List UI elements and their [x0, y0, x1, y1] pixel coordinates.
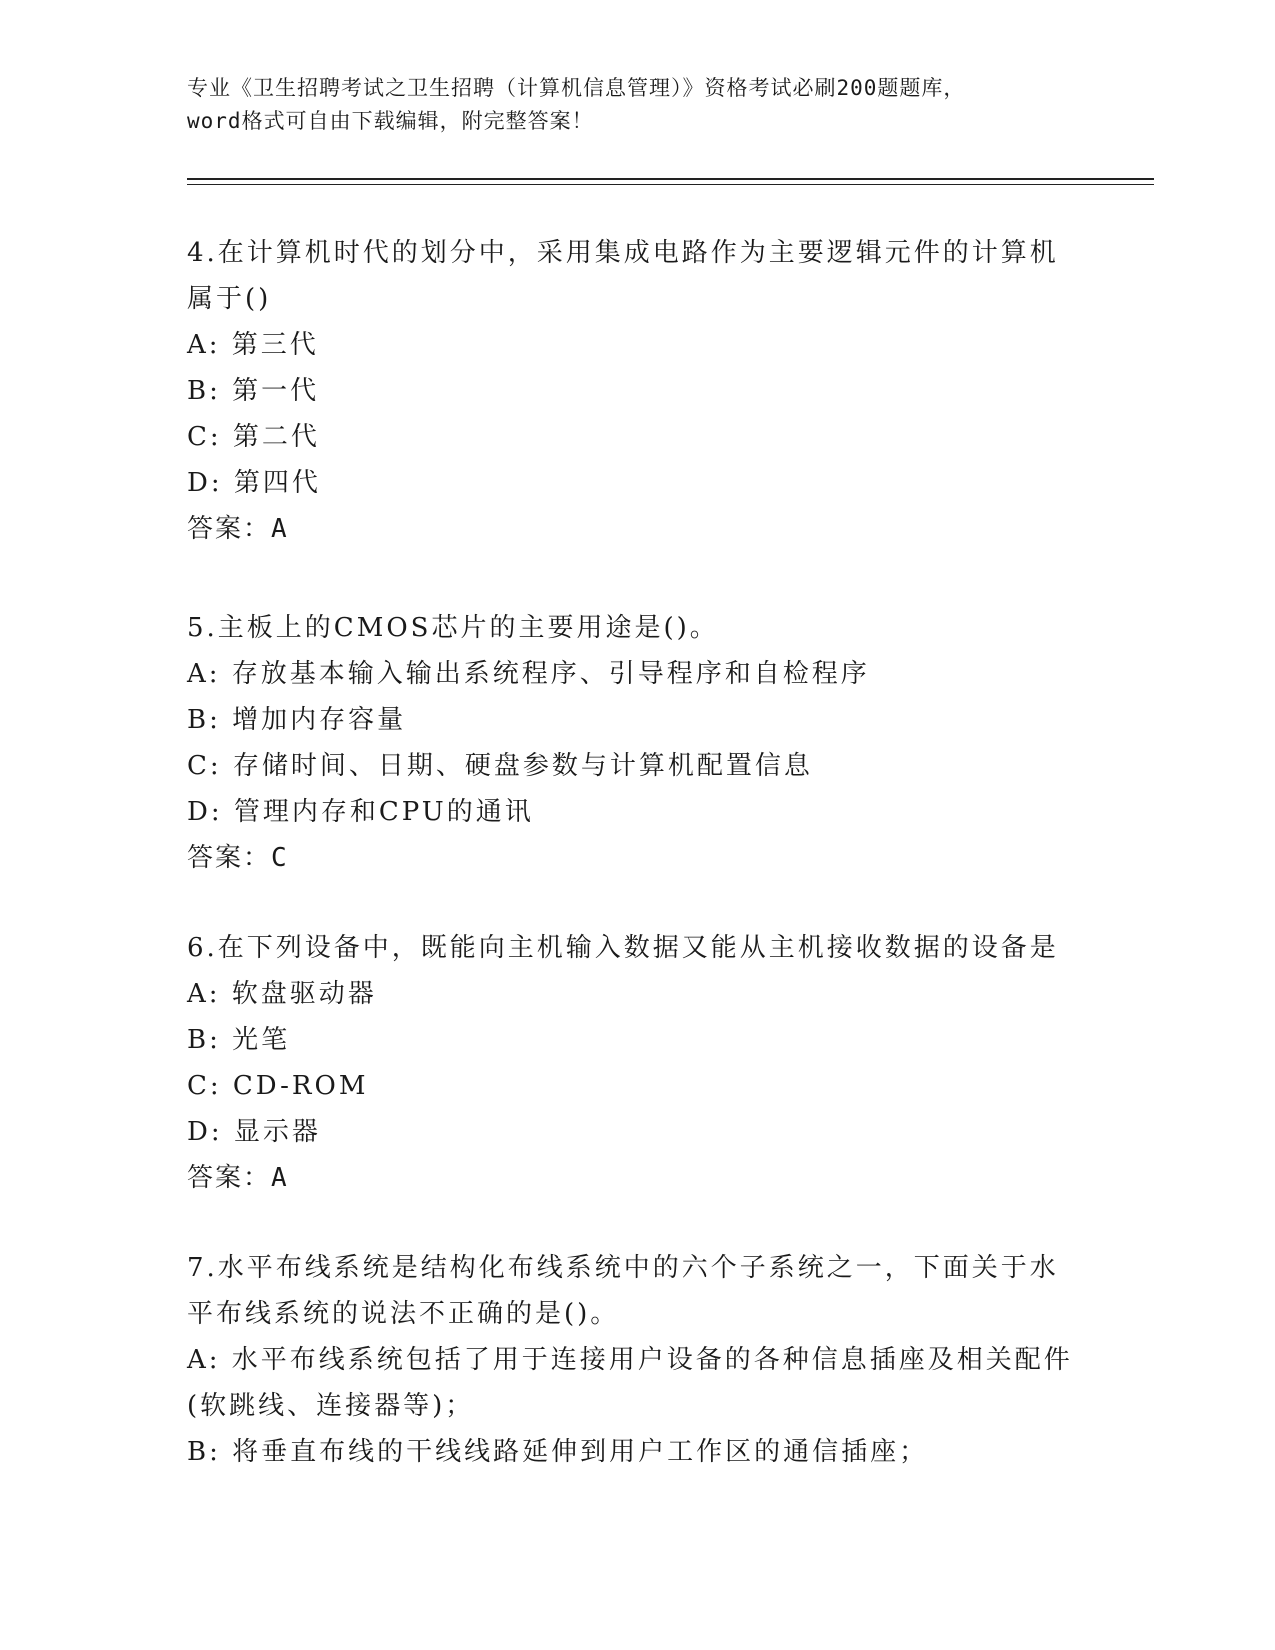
- option-d: D: 管理内存和CPU的通讯: [187, 797, 534, 827]
- answer-label: 答案：: [187, 843, 272, 873]
- question-7: [187, 1245, 1087, 1475]
- option-c: C: CD-ROM: [187, 1071, 369, 1101]
- option-b: B: 增加内存容量: [187, 705, 407, 735]
- question-4: [187, 230, 1087, 552]
- answer-line: [187, 835, 1087, 881]
- option-d: D: 第四代: [187, 468, 321, 498]
- option-a: A: 软盘驱动器: [187, 979, 377, 1009]
- answer-value: C: [271, 843, 289, 873]
- option-a-continued: (软跳线、连接器等)；: [187, 1391, 475, 1421]
- question-stem: 7.水平布线系统是结构化布线系统中的六个子系统之一，下面关于水: [187, 1253, 1059, 1283]
- option-d: D: 显示器: [187, 1117, 321, 1147]
- option-a: A: 第三代: [187, 330, 319, 360]
- header-title-line-1: 专业《卫生招聘考试之卫生招聘（计算机信息管理）》资格考试必刷200题题库，: [187, 76, 966, 100]
- option-b: B: 第一代: [187, 376, 320, 406]
- answer-label: 答案：: [187, 514, 272, 544]
- header-title-line-2: word格式可自由下载编辑，附完整答案！: [187, 109, 594, 133]
- answer-line: [187, 506, 1087, 552]
- question-5: [187, 605, 1087, 881]
- option-a: A: 存放基本输入输出系统程序、引导程序和自检程序: [187, 659, 870, 689]
- option-b: B: 光笔: [187, 1025, 291, 1055]
- header-divider-thin: [187, 184, 1154, 185]
- answer-label: 答案：: [187, 1163, 272, 1193]
- question-stem: 6.在下列设备中，既能向主机输入数据又能从主机接收数据的设备是: [187, 933, 1059, 963]
- option-c: C: 第二代: [187, 422, 320, 452]
- question-stem: 4.在计算机时代的划分中，采用集成电路作为主要逻辑元件的计算机: [187, 238, 1059, 268]
- question-stem: 属于(): [187, 284, 272, 314]
- option-a: A: 水平布线系统包括了用于连接用户设备的各种信息插座及相关配件: [187, 1345, 1073, 1375]
- option-c: C: 存储时间、日期、硬盘参数与计算机配置信息: [187, 751, 813, 781]
- answer-value: A: [271, 514, 289, 544]
- document-header: [187, 72, 1087, 138]
- question-6: [187, 925, 1087, 1201]
- option-b: B: 将垂直布线的干线线路延伸到用户工作区的通信插座；: [187, 1437, 929, 1467]
- question-stem: 5.主板上的CMOS芯片的主要用途是()。: [187, 613, 719, 643]
- answer-value: A: [271, 1163, 289, 1193]
- answer-line: [187, 1155, 1087, 1201]
- question-stem: 平布线系统的说法不正确的是()。: [187, 1299, 620, 1329]
- header-divider-thick: [187, 178, 1154, 180]
